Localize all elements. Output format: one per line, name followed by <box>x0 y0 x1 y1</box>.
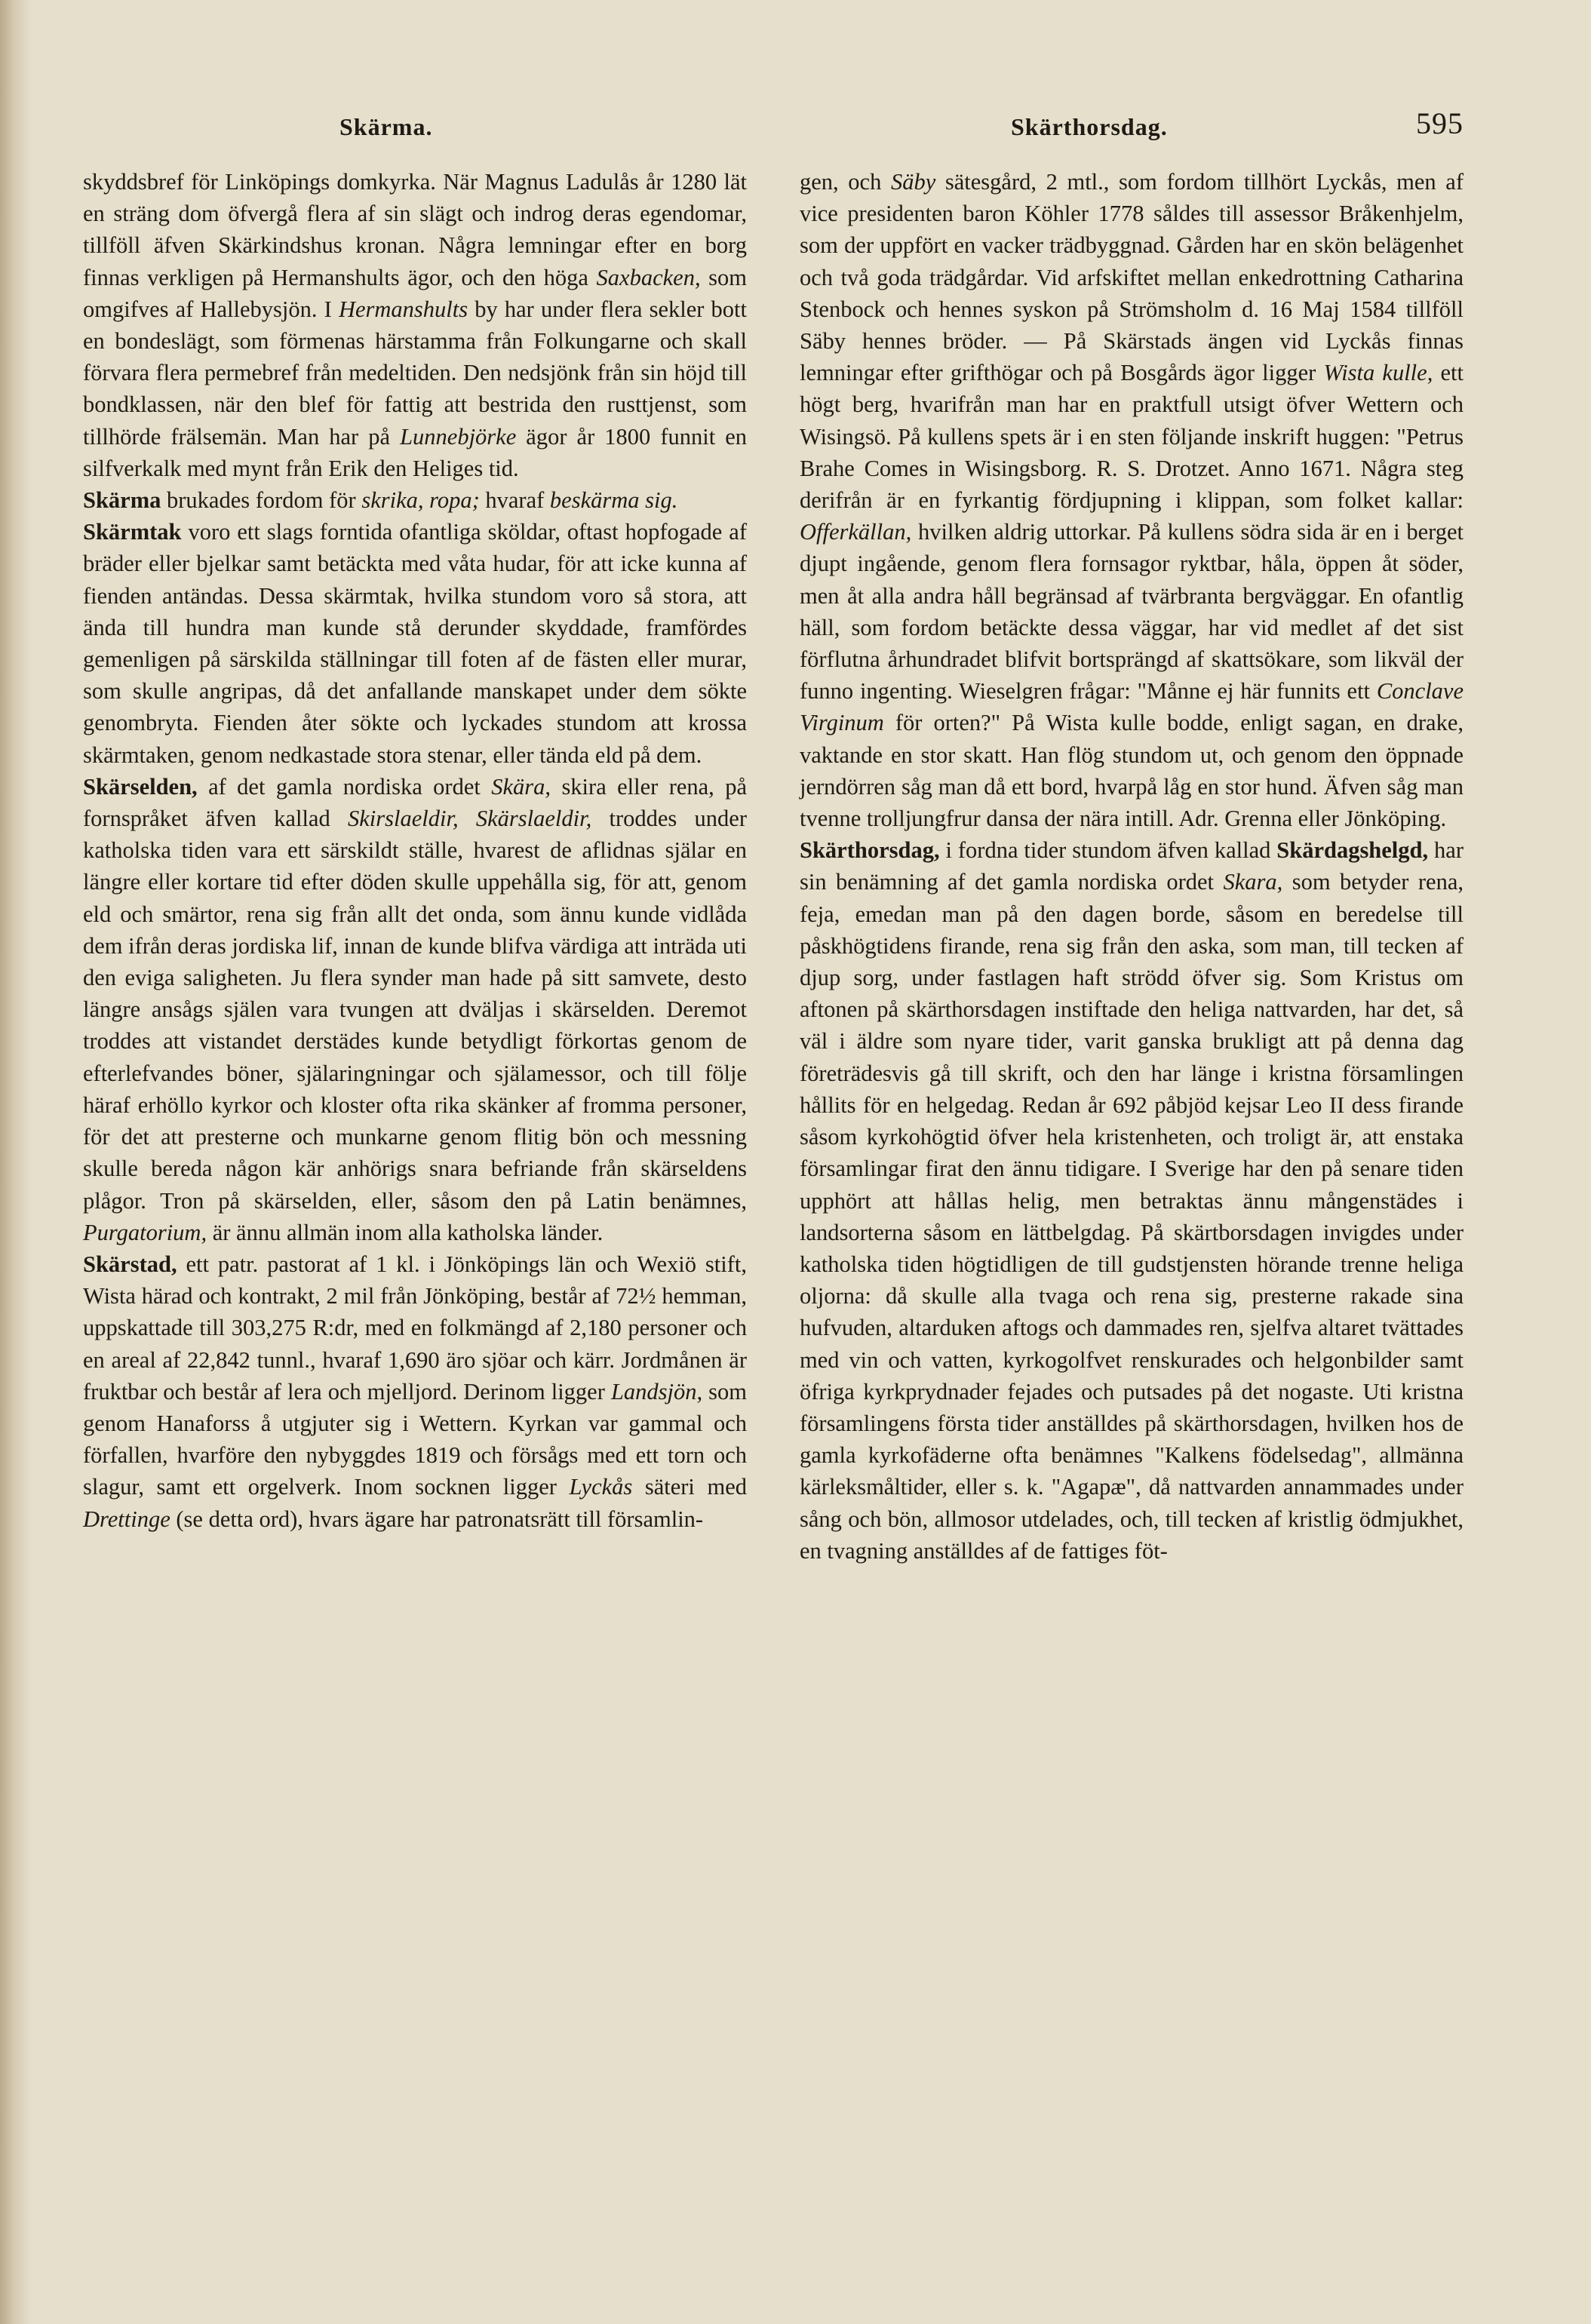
text-run: för orten?" På Wista kulle bodde, enligt sagan, en drake, vaktande en stor skatt. Han flög stundom ut, och genom den öppnade jerndörren såg man då ett bord, hvarpå låg en stor hund. Äfven såg man tvenne trolljungfrur dansa der nära intill. Adr. Grenna eller Jönköping. <box>800 710 1464 832</box>
entry-skarma <box>83 484 747 516</box>
text-run: by har under flera sekler bott en bondeslägt, som förmenas härstamma från Folkungarne och skall förvara flera permebref från medeltiden. Den nedsjönk från sin höjd till bondklassen, när den blef för fattig att bestrida den rusttjenst, som tillhörde frälsemän. Man har på <box>83 296 747 450</box>
italic-term: Skära, <box>491 773 551 800</box>
text-run: som genom Hanaforss å utgjuter sig i Wettern. Kyrkan var gammal och förfallen, hvarföre den nybyggdes 1819 och försågs med ett torn och slagur, samt ett orgelverk. Inom socknen ligger <box>83 1378 748 1500</box>
text-run: säteri med <box>632 1474 747 1500</box>
left-column <box>83 166 747 1535</box>
running-header <box>83 106 1464 151</box>
page-binding-edge <box>0 0 32 2324</box>
page-number: 595 <box>1416 106 1464 140</box>
italic-term: Hermanshults <box>338 296 468 322</box>
right-column <box>800 166 1464 1567</box>
entry-headword: Skärmtak <box>83 519 182 545</box>
italic-term: Lunnebjörke <box>400 423 517 450</box>
text-run: i fordna tider stundom äfven kallad <box>939 837 1277 864</box>
italic-term: Offerkällan, <box>800 519 912 545</box>
text-run: är ännu allmän inom alla katholska länder. <box>207 1219 604 1245</box>
text-run: voro ett slags forntida ofantliga sköldar, oftast hopfogade af bräder eller bjelkar samt betäckta med våta hudar, för att icke kunna af fienden antändas. Dessa skärmtak, hvilka stundom voro så stora, att ända till hundra man kunde stå derunder skyddade, framfördes gemenligen på särskilda ställningar till foten af de fästen eller murar, som skulle angripas, då det anfallande manskapet under dem sökte genombryta. Fienden åter sökte och lyckades stundom att krossa skärmtaken, genom nedkastade stora stenar, eller tända eld på dem. <box>83 519 747 768</box>
paragraph-skarstad-continued <box>800 166 1464 834</box>
text-run: har sin benämning af det gamla nordiska ordet <box>800 837 1464 895</box>
entry-skarmtak <box>83 516 747 771</box>
text-run: ägor år 1800 funnit en silfverkalk med mynt från Erik den Heliges tid. <box>83 423 747 481</box>
italic-term: Säby <box>890 169 936 195</box>
italic-term: Lyckås <box>569 1474 633 1500</box>
text-run: hvilken aldrig uttorkar. På kullens södra sida är en i berget djupt ingående, genom flera fornsagor ryktbar, håla, öppen åt söder, men åt alla andra håll begränsad af tvärbranta bergväggar. En ofantlig häll, som fordom betäckte dessa väggar, har vid medlet af det sist förflutna århundradet blifvit bortsprängd af skattsökare, som likväl der funno ingenting. Wieselgren frågar: "Månne ej här funnits ett <box>800 519 1464 705</box>
book-page <box>83 106 1464 2278</box>
text-run: som omgifves af Hallebysjön. I <box>83 264 748 322</box>
entry-headword: Skärdagshelgd, <box>1276 837 1429 864</box>
italic-term: Conclave Virginum <box>800 678 1464 736</box>
header-left-title: Skärma. <box>339 113 433 140</box>
text-run: som betyder rena, feja, emedan man på den dagen borde, såsom en beredelse till påskhögtidens firande, rena sig från den aska, som man, till tecken af djup sorg, under fastlagen haft strödd öfver sig. Som Kristus om aftonen på skärthorsdagen instiftade den heliga nattvarden, har det, så väl i äldre som nyare tider, varit ganska brukligt att på denna dag företrädesvis gå till skrift, och den har länge i kristna församlingen hållits för en helgedag. Redan år 692 påbjöd kejsar Leo II dess firande såsom kyrkohögtid öfver hela kristenheten, och troligt är, att enstaka församlingar firat den ännu tidigare. I Sverige har den på senare tiden upphört att hållas helig, men betraktas ännu mångenstädes i landsorterna såsom en lättbelgdag. På skärtborsdagen invigdes under katholska tiden högtidligen de till gudstjensten hörande trenne heliga oljorna: då skulle alla tvaga och rena sig, presterne rakade sina hufvuden, altarduken aftogs och dammades ren, sjelfva altaret tvättades med vin och vatten, kyrkogolfvet renskurades och helgonbilder samt öfriga kyrkprydnader fejades och putsades på det nogaste. Uti kristna församlingens första tider anställdes på skärthorsdagen, hvilken hos de gamla kyrkofäderne ofta benämnes "Kalkens födelsedag", allmänna kärleksmåltider, eller s. k. "Agapæ", då nattvarden annammades under sång och bön, allmosor utdelades, och, till tecken af kristlig ödmjukhet, en tvagning anställdes af de fattiges föt- <box>800 869 1464 1564</box>
text-run: (se detta ord), hvars ägare har patronatsrätt till församlin- <box>170 1506 704 1532</box>
entry-headword: Skärselden, <box>83 773 198 800</box>
italic-term: Drettinge <box>83 1506 170 1532</box>
text-run: af det gamla nordiska ordet <box>197 773 492 800</box>
text-run: skyddsbref för Linköpings domkyrka. När Magnus Ladulås år 1280 lät en sträng dom öfvergå flera af sin slägt och indrog deras egendomar, tillföll äfven Skärkindshus kronan. Några lemningar efter en borg finnas verkligen på Hermanshults ägor, och den höga <box>83 169 747 290</box>
text-run: ett patr. pastorat af 1 kl. i Jönköpings län och Wexiö stift, Wista härad och kontrakt, 2 mil från Jönköping, består af 72½ hemman, uppskattade till 303,275 R:dr, med en folkmängd af 2,180 personer och en areal af 22,842 tunnl., hvaraf 1,690 äro sjöar och kärr. Jordmånen är fruktbar och består af lera och mjelljord. Derinom ligger <box>83 1251 747 1405</box>
entry-headword: Skärthorsdag, <box>800 837 940 864</box>
italic-term: beskärma sig. <box>549 487 678 514</box>
text-run: ett högt berg, hvarifrån man har en praktfull utsigt öfver Wettern och Wisingsö. På kullens spets är i en sten följande inskrift huggen: "Petrus Brahe Comes in Wisingsborg. R. S. Drotzet. Anno 1671. Några steg derifrån är en fyrkantig fördjupning i klippan, som folket kallar: <box>800 360 1464 514</box>
text-run: skira eller rena, på fornspråket äfven kallad <box>83 773 747 832</box>
italic-term: Skirslaeldir, Skärslaeldir, <box>348 806 592 832</box>
entry-headword: Skärstad, <box>83 1251 177 1277</box>
italic-term: Saxbacken, <box>596 264 701 290</box>
entry-skarstad <box>83 1248 747 1535</box>
paragraph-skarkind-continued <box>83 166 747 484</box>
italic-term: skrika, ropa; <box>361 487 480 514</box>
entry-headword: Skärma <box>83 487 161 514</box>
text-run: troddes under katholska tiden vara ett särskildt ställe, hvarest de aflidnas själar en längre eller kortare tid efter döden skulle uppehålla sig, för att, genom eld och smärtor, rena sig från allt det onda, som ännu kunde vidlåda dem ifrån deras jordiska lif, innan de kunde blifva värdiga att inträda uti den eviga saligheten. Ju flera synder man hade på sitt samvete, desto längre ansågs själen vara tvungen att dväljas i skärselden. Deremot troddes att vistandet derstädes kunde betydligt förkortas genom de efterlefvandes böner, själaringningar och själamessor, och till följe häraf erhöllo kyrkor och kloster ofta rika skänker af fromma personer, för det att presterne och munkarne genom flitig bön och messning skulle bereda någon kär anhörigs snara befriande från skärseldens plågor. Tron på skärselden, eller, såsom den på Latin benämnes, <box>83 806 747 1214</box>
text-run: hvaraf <box>479 487 550 514</box>
header-right-title: Skärthorsdag. <box>1011 113 1168 140</box>
text-run: gen, och <box>800 169 891 195</box>
italic-term: Skara, <box>1223 869 1283 895</box>
italic-term: Purgatorium, <box>83 1219 207 1245</box>
text-run: sätesgård, 2 mtl., som fordom tillhört Lyckås, men af vice presidenten baron Köhler 1778 såldes till assessor Bråkenhjelm, som der uppfört en vacker trädbyggnad. Gården har en skön belägenhet och två goda trädgårdar. Vid arfskiftet mellan enkedrottning Catharina Stenbock och hennes syskon på Strömsholm d. 16 Maj 1584 tillföll Säby hennes bröder. — På Skärstads ängen vid Lyckås finnas lemningar efter grifthögar och på Bosgårds ägor ligger <box>800 169 1464 386</box>
italic-term: Wista kulle, <box>1323 360 1433 386</box>
entry-skarselden <box>83 771 747 1248</box>
entry-skarthorsdag <box>800 834 1464 1567</box>
text-run: brukades fordom för <box>161 487 362 514</box>
italic-term: Landsjön, <box>610 1378 703 1405</box>
